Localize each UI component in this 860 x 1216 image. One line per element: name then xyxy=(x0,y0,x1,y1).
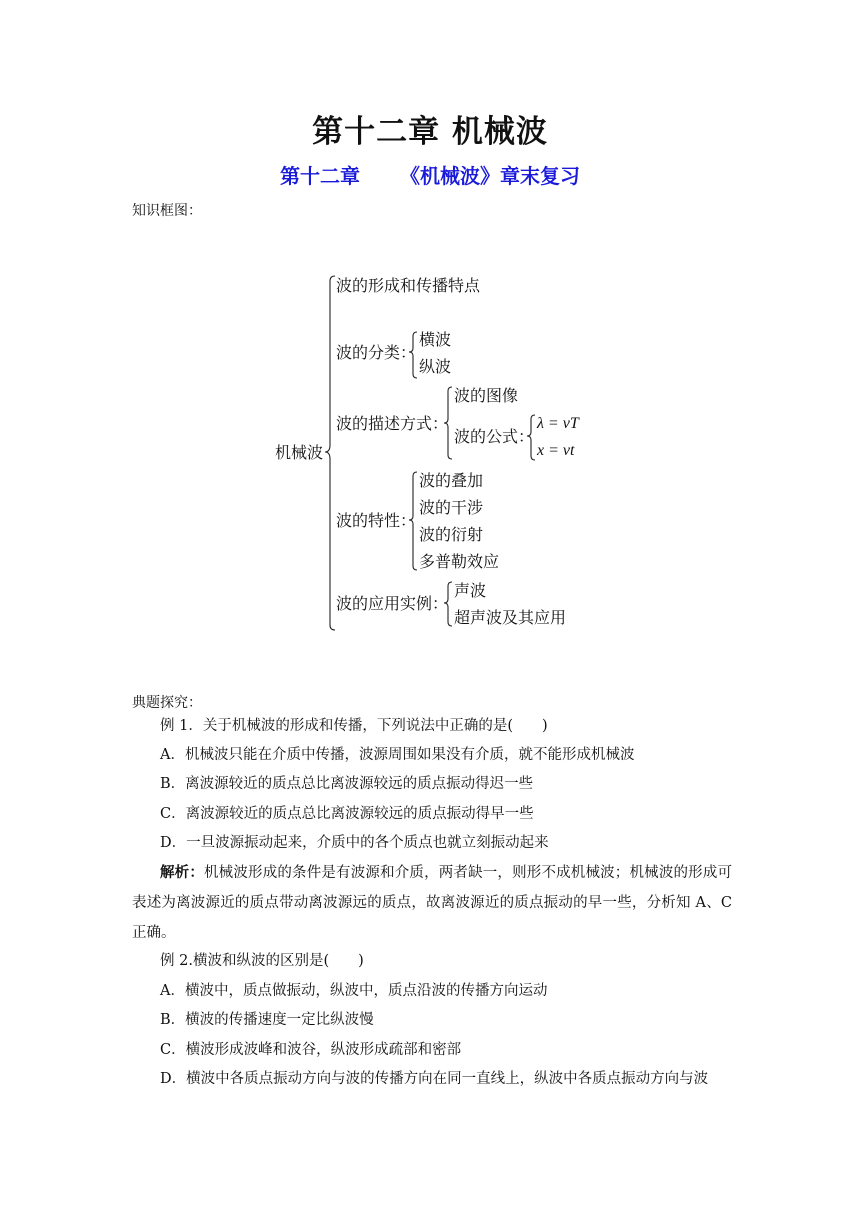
framework-label: 知识框图： xyxy=(132,203,202,219)
tree-node-description: 波的描述方式： xyxy=(336,414,449,433)
example-1-option-b: B．离波源较近的质点总比离波源较远的质点振动得迟一些 xyxy=(160,776,534,792)
example-2-option-c: C．横波形成波峰和波谷，纵波形成疏部和密部 xyxy=(160,1042,462,1058)
tree-node-properties: 波的特性： xyxy=(336,511,417,530)
tree-node-applications: 波的应用实例： xyxy=(336,594,449,613)
tree-root: 机械波 xyxy=(275,443,324,462)
tree-node-formation: 波的形成和传播特点 xyxy=(336,276,481,295)
tree-leaf-doppler: 多普勒效应 xyxy=(419,552,500,571)
example-1-option-c: C．离波源较近的质点总比离波源较远的质点振动得早一些 xyxy=(160,806,534,822)
subtitle-chapter: 第十二章 xyxy=(280,164,360,188)
tree-leaf-sound: 声波 xyxy=(454,581,487,600)
analysis-text: 机械波形成的条件是有波源和介质，两者缺一，则形不成机械波；机械波的形成可表述为离波源近的质点带动离波源远的质点，故离波源近的质点振动的早一些，分析知 A、C 正确。 xyxy=(132,865,732,941)
example-2-option-a: A．横波中，质点做振动，纵波中，质点沿波的传播方向运动 xyxy=(160,983,548,999)
formula-wavelength: λ = vT xyxy=(537,415,579,432)
example-1-option-a: A．机械波只能在介质中传播，波源周围如果没有介质，就不能形成机械波 xyxy=(160,747,635,763)
tree-leaf-graph: 波的图像 xyxy=(454,386,519,405)
analysis-label: 解析： xyxy=(160,864,205,881)
tree-leaf-interference: 波的干涉 xyxy=(419,498,484,517)
example-1-question: 例 1．关于机械波的形成和传播，下列说法中正确的是( ) xyxy=(160,718,548,734)
page-title: 第十二章 机械波 xyxy=(312,114,548,150)
section-label: 典题探究： xyxy=(132,695,202,711)
tree-leaf-longitudinal: 纵波 xyxy=(419,357,452,376)
tree-leaf-ultrasound: 超声波及其应用 xyxy=(454,608,567,627)
example-1-analysis xyxy=(132,858,732,948)
tree-leaf-transverse: 横波 xyxy=(419,330,452,349)
example-2-option-d: D．横波中各质点振动方向与波的传播方向在同一直线上，纵波中各质点振动方向与波 xyxy=(160,1071,709,1087)
formula-distance: x = vt xyxy=(537,442,575,459)
example-2-question: 例 2.横波和纵波的区别是( ) xyxy=(160,953,364,969)
example-1-option-d: D．一旦波源振动起来，介质中的各个质点也就立刻振动起来 xyxy=(160,835,549,851)
tree-node-classification: 波的分类： xyxy=(336,343,417,362)
subtitle-topic: 《机械波》章末复习 xyxy=(400,164,580,188)
tree-node-formula: 波的公式： xyxy=(454,427,535,446)
brace-root xyxy=(325,276,335,630)
example-2-option-b: B．横波的传播速度一定比纵波慢 xyxy=(160,1012,374,1028)
tree-leaf-superposition: 波的叠加 xyxy=(419,471,484,490)
tree-leaf-diffraction: 波的衍射 xyxy=(419,525,484,544)
